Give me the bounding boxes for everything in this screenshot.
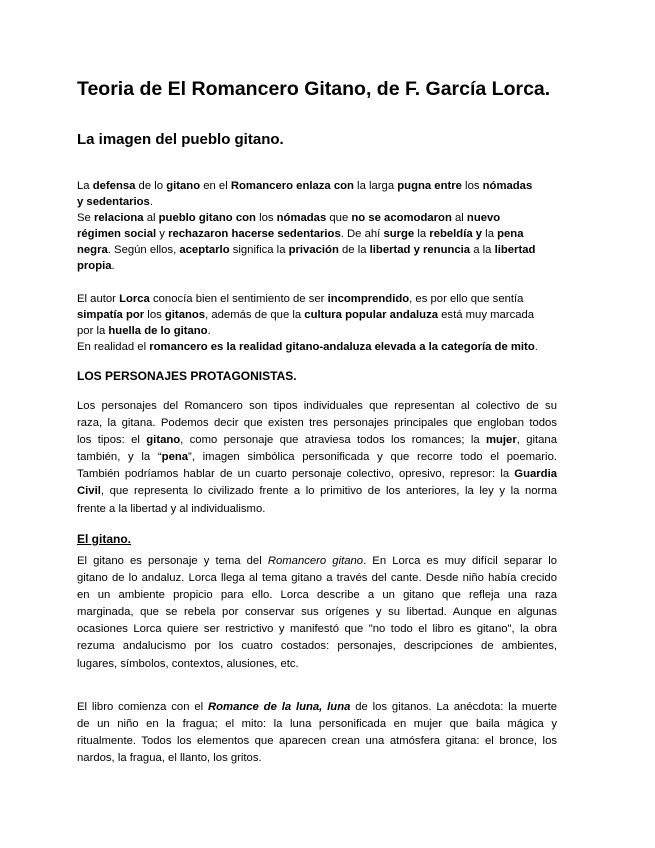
text-run: nómadas bbox=[276, 212, 327, 224]
text-run: privación bbox=[288, 244, 339, 256]
text-line bbox=[77, 750, 557, 767]
text-line bbox=[77, 587, 557, 604]
text-run: también, y la “ bbox=[77, 451, 162, 464]
text-run: los tipos: el bbox=[77, 434, 147, 447]
text-run: simpatía por bbox=[77, 309, 145, 321]
text-run: . De ahí bbox=[340, 228, 384, 240]
text-line bbox=[77, 258, 557, 274]
text-run: rebeldía y bbox=[429, 228, 483, 240]
text-line bbox=[77, 733, 557, 750]
text-line bbox=[77, 716, 557, 733]
text-run: ”, imagen simbólica personificada y que recorre todo el poemario. bbox=[188, 451, 557, 464]
document-subtitle: La imagen del pueblo gitano. bbox=[77, 131, 284, 148]
text-run: . bbox=[534, 341, 538, 353]
text-run: al bbox=[451, 212, 467, 224]
text-run: . bbox=[111, 260, 115, 272]
text-run: pena bbox=[497, 228, 524, 240]
text-line bbox=[77, 656, 557, 673]
text-run: raza, la gitana. Podemos decir que existen tres personajes principales que engloban todos bbox=[77, 417, 557, 430]
text-run: El autor bbox=[77, 293, 120, 305]
text-run: mujer bbox=[485, 434, 517, 447]
text-run: de la bbox=[338, 244, 370, 256]
text-line bbox=[77, 323, 557, 339]
text-run: negra bbox=[77, 244, 108, 256]
text-line bbox=[77, 483, 557, 500]
text-run: rechazaron hacerse sedentarios bbox=[168, 228, 341, 240]
text-line bbox=[77, 432, 557, 449]
text-line bbox=[77, 226, 557, 242]
text-run: surge bbox=[383, 228, 415, 240]
text-line bbox=[77, 466, 557, 483]
text-run: gitanos bbox=[164, 309, 206, 321]
text-run: romancero es la realidad gitano-andaluza elevada a la categoría de mito bbox=[149, 341, 535, 353]
text-line bbox=[77, 501, 557, 518]
text-line bbox=[77, 570, 557, 587]
text-line bbox=[77, 307, 557, 323]
text-line bbox=[77, 699, 557, 716]
text-run: la bbox=[482, 228, 498, 240]
text-run: que bbox=[326, 212, 352, 224]
text-run: . En Lorca es muy difícil separar lo bbox=[363, 555, 557, 567]
text-run: rezuma andalucismo por los cuatro costados: personajes, descripciones de ambientes, bbox=[77, 640, 557, 653]
text-run: defensa bbox=[92, 180, 136, 192]
text-run: nardos, la fragua, el llanto, los gritos. bbox=[77, 752, 262, 765]
text-run: los bbox=[461, 180, 483, 192]
gitano-paragraph-2 bbox=[77, 699, 557, 767]
text-run: También podríamos hablar de un cuarto personaje colectivo, opresivo, represor: la bbox=[77, 468, 515, 481]
text-run: . Según ellos, bbox=[107, 244, 180, 256]
protagonists-paragraph bbox=[77, 398, 557, 518]
text-run: conocía bien el sentimiento de ser bbox=[149, 293, 328, 305]
text-run: nuevo bbox=[466, 212, 501, 224]
text-run: Guardia bbox=[514, 468, 557, 481]
text-run: huella de lo gitano bbox=[108, 325, 208, 337]
text-run: propia bbox=[77, 260, 112, 272]
text-run: a la bbox=[470, 244, 495, 256]
text-run: la larga bbox=[353, 180, 398, 192]
text-line bbox=[77, 553, 557, 570]
text-run: libertad y renuncia bbox=[369, 244, 471, 256]
text-line bbox=[77, 291, 557, 307]
text-run: al bbox=[143, 212, 159, 224]
text-run: gitano bbox=[146, 434, 181, 447]
text-run: significa la bbox=[229, 244, 289, 256]
text-run: Romancero gitano bbox=[267, 555, 364, 567]
text-run: los bbox=[144, 309, 165, 321]
text-run: pueblo gitano con bbox=[158, 212, 256, 224]
text-run: . bbox=[149, 196, 153, 208]
text-run: , gitana bbox=[516, 434, 557, 447]
text-run: En realidad el bbox=[77, 341, 150, 353]
text-run: está muy marcada bbox=[438, 309, 535, 321]
text-run: . bbox=[207, 325, 211, 337]
text-run: en un ambiente propicio para ello. Lorca describe a un gitano que refleja una raza bbox=[77, 589, 557, 602]
text-line bbox=[77, 638, 557, 655]
text-run: y sedentarios bbox=[77, 196, 150, 208]
text-run: aceptarlo bbox=[179, 244, 230, 256]
text-run: cultura popular andaluza bbox=[304, 309, 438, 321]
text-run: pugna entre bbox=[397, 180, 462, 192]
text-run: , además de que la bbox=[205, 309, 305, 321]
text-run: , como personaje que atraviesa todos los romances; la bbox=[180, 434, 486, 447]
text-run: por la bbox=[77, 325, 109, 337]
text-run: no se acomodaron bbox=[351, 212, 452, 224]
text-run: de los gitanos. La anécdota: la muerte bbox=[350, 701, 557, 713]
text-run: nómadas bbox=[482, 180, 533, 192]
text-line bbox=[77, 339, 557, 355]
text-run: libertad bbox=[494, 244, 536, 256]
text-run: La bbox=[77, 180, 93, 192]
text-run: incomprendido bbox=[327, 293, 410, 305]
text-run: gitano de lo andaluz. Lorca llega al tema gitano a través del cante. Desde niño había crecido bbox=[77, 572, 557, 585]
text-run: pena bbox=[161, 451, 189, 464]
text-run: Los personajes del Romancero son tipos individuales que representan al colectivo de su bbox=[77, 400, 557, 412]
document-title: Teoria de El Romancero Gitano, de F. García Lorca. bbox=[77, 78, 551, 100]
text-run: El libro comienza con el bbox=[77, 701, 208, 713]
text-run: Romance de la luna, luna bbox=[207, 701, 351, 713]
text-line bbox=[77, 449, 557, 466]
text-line bbox=[77, 242, 557, 258]
protagonists-heading: LOS PERSONAJES PROTAGONISTAS. bbox=[77, 369, 297, 383]
gitano-heading: El gitano. bbox=[77, 532, 131, 546]
intro-paragraph-1 bbox=[77, 178, 557, 274]
text-run: la bbox=[414, 228, 430, 240]
text-run: , que representa lo civilizado frente a lo primitivo de los anteriores, la ley y la norma bbox=[100, 485, 557, 498]
text-run: lugares, símbolos, contextos, alusiones, etc. bbox=[77, 657, 299, 670]
text-line bbox=[77, 178, 557, 194]
text-run: de un niño en la fragua; el mito: la luna personificada en mujer que baila mágica y bbox=[77, 718, 557, 731]
text-line bbox=[77, 621, 557, 638]
text-run: régimen social bbox=[77, 228, 157, 240]
gitano-paragraph-1 bbox=[77, 553, 557, 673]
text-run: y bbox=[156, 228, 169, 240]
intro-paragraph-2 bbox=[77, 291, 557, 355]
text-line bbox=[77, 604, 557, 621]
text-run: frente a la libertad y al individualismo. bbox=[77, 502, 266, 515]
text-run: , es por ello que sentía bbox=[409, 293, 524, 305]
text-run: Se bbox=[77, 212, 94, 224]
text-run: relaciona bbox=[93, 212, 144, 224]
text-run: Romancero enlaza con bbox=[230, 180, 354, 192]
text-run: marginada, que se rebela por conservar sus orígenes y su libertad. Aunque en algunas bbox=[77, 606, 557, 619]
text-run: de lo bbox=[135, 180, 167, 192]
text-run: en el bbox=[200, 180, 231, 192]
text-run: los bbox=[255, 212, 277, 224]
text-run: El gitano es personaje y tema del bbox=[77, 555, 268, 567]
text-line bbox=[77, 210, 557, 226]
text-run: Civil bbox=[77, 485, 101, 498]
text-run: gitano bbox=[166, 180, 201, 192]
text-line bbox=[77, 398, 557, 415]
text-line bbox=[77, 194, 557, 210]
text-run: Lorca bbox=[119, 293, 150, 305]
text-line bbox=[77, 415, 557, 432]
text-run: ocasiones Lorca quiere ser restrictivo y manifestó que "no todo el libro es gitano", la obra bbox=[77, 623, 557, 636]
text-run: ritualmente. Todos los elementos que aparecen crean una atmósfera gitana: el bronce, los bbox=[77, 735, 557, 748]
